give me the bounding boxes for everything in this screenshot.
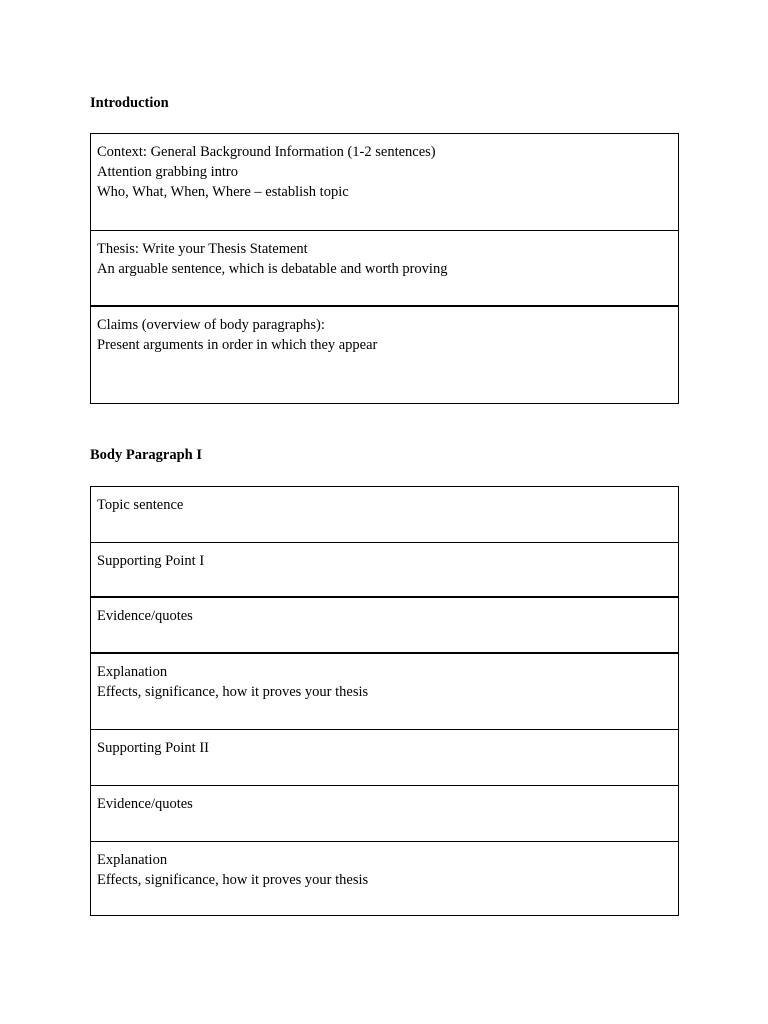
explanation-2-description: Effects, significance, how it proves your thesis — [97, 872, 369, 888]
introduction-table — [90, 133, 679, 404]
explanation-2-cell — [91, 842, 678, 915]
supporting-point-1-cell — [91, 543, 678, 598]
evidence-1-label: Evidence/quotes — [97, 608, 193, 624]
thesis-cell — [91, 231, 678, 307]
supporting-point-2-cell — [91, 730, 678, 786]
evidence-2-cell — [91, 786, 678, 842]
claims-title: Claims (overview of body paragraphs): — [97, 317, 325, 333]
body-paragraph-heading: Body Paragraph I — [90, 447, 202, 463]
context-line-attention: Attention grabbing intro — [97, 164, 238, 180]
topic-sentence-label: Topic sentence — [97, 497, 184, 513]
context-line-who-what: Who, What, When, Where – establish topic — [97, 184, 349, 200]
claims-cell — [91, 307, 678, 403]
context-cell — [91, 134, 678, 231]
thesis-description: An arguable sentence, which is debatable and worth proving — [97, 261, 448, 277]
explanation-1-description: Effects, significance, how it proves your thesis — [97, 684, 369, 700]
claims-description: Present arguments in order in which they appear — [97, 337, 378, 353]
evidence-1-cell — [91, 598, 678, 654]
evidence-2-label: Evidence/quotes — [97, 796, 193, 812]
context-title: Context: General Background Information (1-2 sentences) — [97, 144, 436, 160]
explanation-1-cell — [91, 654, 678, 730]
supporting-point-2-label: Supporting Point II — [97, 740, 209, 756]
supporting-point-1-label: Supporting Point I — [97, 553, 205, 569]
thesis-title: Thesis: Write your Thesis Statement — [97, 241, 308, 257]
topic-sentence-cell — [91, 487, 678, 543]
introduction-heading: Introduction — [90, 95, 169, 111]
body-paragraph-table — [90, 486, 679, 916]
explanation-2-title: Explanation — [97, 852, 168, 868]
explanation-1-title: Explanation — [97, 664, 168, 680]
